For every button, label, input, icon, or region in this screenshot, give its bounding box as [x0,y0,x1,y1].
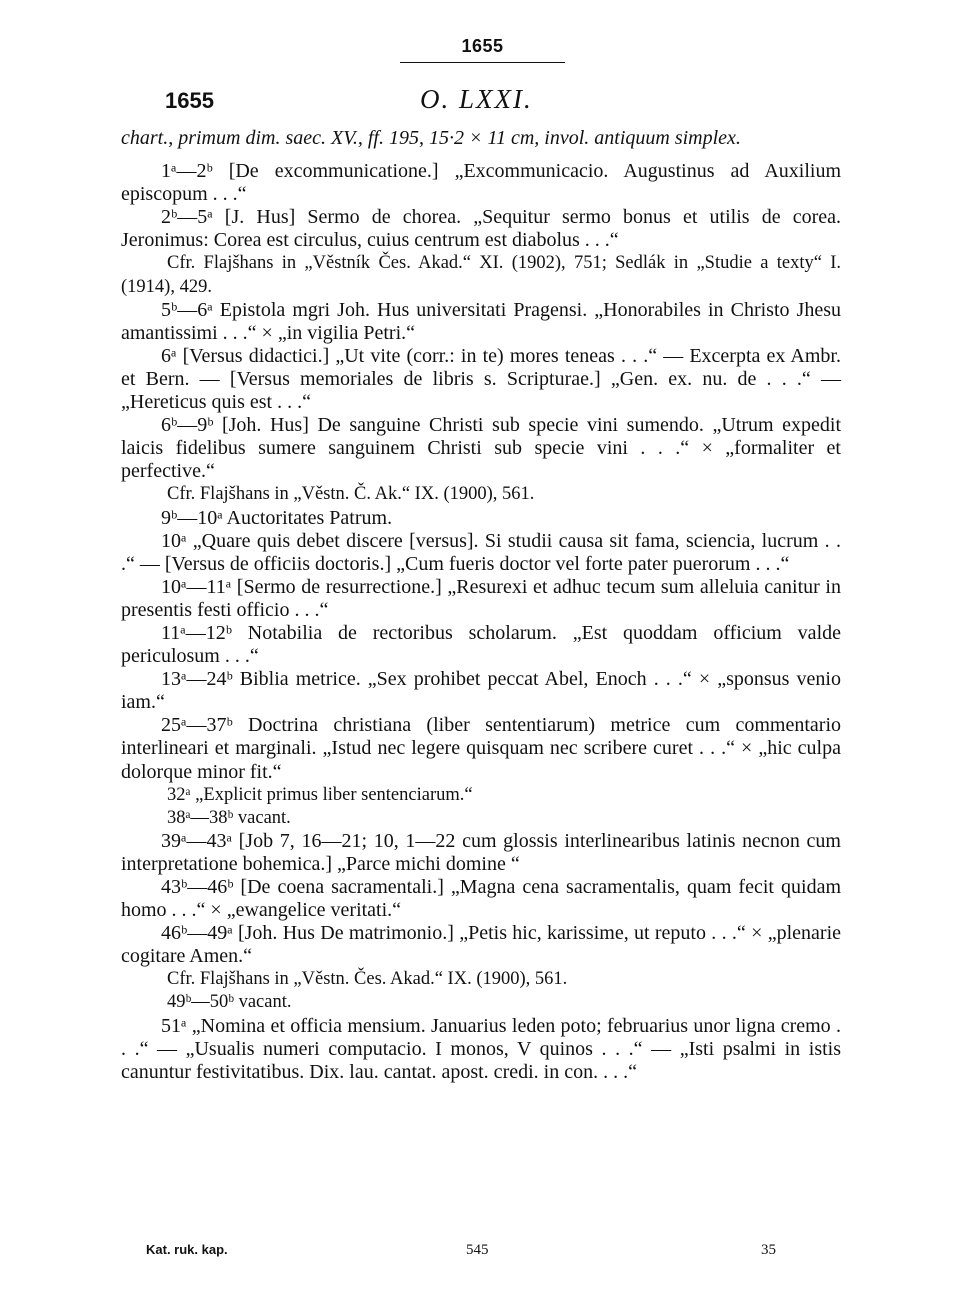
sub-item-paragraph: 38ᵃ—38ᵇ vacant. [167,807,291,828]
footer-page-number: 545 [466,1242,489,1258]
item-paragraph: 9ᵇ—10ᵃ Auctoritates Patrum. [161,506,393,529]
item-paragraph: 6ᵃ [Versus didactici.] „Ut vite (corr.: in te) mores teneas . . .“ — Excerpta ex Ambr. et Bern. — [Versus memoriales de libris s. Scripturae.] „Gen. ex. nu. de . . .“ — „Hereticus quis est . . .“ [121,344,841,414]
reference-paragraph: Cfr. Flajšhans in „Věstn. Č. Ak.“ IX. (1900), 561. [167,484,535,505]
item-paragraph: 10ᵃ—11ᵃ [Sermo de resurrectione.] „Resurexi et adhuc tecum sum alleluia canitur in presentis festi officio . . .“ [121,575,841,621]
sub-item-paragraph: 49ᵇ—50ᵇ vacant. [167,992,292,1013]
intro-description: chart., primum dim. saec. XV., ff. 195, 15·2 × 11 cm, invol. antiquum simplex. [121,127,741,149]
sub-item-paragraph: 32ᵃ „Explicit primus liber sentenciarum.“ [167,784,473,805]
item-paragraph: 6ᵇ—9ᵇ [Joh. Hus] De sanguine Christi sub specie vini sumendo. „Utrum expedit laicis fidelibus sumere sanguinem Christi sub specie vini . . .“ × „formaliter et perfective.“ [121,414,841,483]
catalog-entry-body [121,127,841,1084]
item-paragraph: 25ᵃ—37ᵇ Doctrina christiana (liber sententiarum) metrice cum commentario interlineari et marginali. „Istud nec legere quisquam nec scribere curet . . .“ × „hic culpa dolorque minor fit.“ [121,714,841,783]
item-paragraph: 46ᵇ—49ᵃ [Joh. Hus De matrimonio.] „Petis hic, karissime, ut reputo . . .“ × „plenarie cogitare Amen.“ [121,922,841,968]
item-paragraph: 13ᵃ—24ᵇ Biblia metrice. „Sex prohibet peccat Abel, Enoch . . .“ × „sponsus venio iam.“ [121,668,841,714]
entry-number: 1655 [165,88,214,113]
reference-paragraph: Cfr. Flajšhans in „Věstn. Čes. Akad.“ IX. (1900), 561. [167,969,568,990]
item-paragraph: 2ᵇ—5ᵃ [J. Hus] Sermo de chorea. „Sequitur sermo bonus et utilis de corea. Jeronimus: Corea est circulus, cuius centrum est diabolus . . .“ [121,206,841,252]
item-paragraph: 1ᵃ—2ᵇ [De excommunicatione.] „Excommunicacio. Augustinus ad Auxilium episcopum . . .“ [121,160,841,206]
item-paragraph: 39ᵃ—43ᵃ [Job 7, 16—21; 10, 1—22 cum glossis interlinearibus latinis necnon cum interpretatione bohemica.] „Parce michi domine “ [121,829,841,875]
item-paragraph: 5ᵇ—6ᵃ Epistola mgri Joh. Hus universitati Pragensi. „Honorabiles in Christo Jhesu amantissimi . . .“ × „in vigilia Petri.“ [121,298,841,344]
item-paragraph: 51ᵃ „Nomina et officia mensium. Januarius leden poto; februarius unor ligna cremo . . .“ — „Usualis numeri computacio. I monos, V quinos . . .“ — „Isti psalmi in istis canuntur festivitatibus. Dix. lau. cantat. apost. credi. in con. . . .“ [121,1014,841,1083]
header-rule [400,62,565,63]
item-paragraph: 43ᵇ—46ᵇ [De coena sacramentali.] „Magna cena sacramentalis, quam fecit quidam homo . . .“ × „ewangelice veritati.“ [121,876,841,922]
item-paragraph: 11ᵃ—12ᵇ Notabilia de rectoribus scholarum. „Est quoddam officium valde periculosum . . .“ [121,621,841,668]
reference-paragraph: Cfr. Flajšhans in „Věstník Čes. Akad.“ XI. (1902), 751; Sedlák in „Studie a texty“ I. (1914), 429. [121,253,841,297]
item-paragraph: 10ᵃ „Quare quis debet discere [versus]. Si studii causa sit fama, sciencia, lucrum . . .“ — [Versus de officiis doctoris.] „Cum fueris doctor vel forte pater puerorum . . .“ [121,529,841,575]
footer-catalog-abbrev: Kat. ruk. kap. [146,1242,228,1257]
footer-sheet-number: 35 [761,1242,776,1258]
page-footer [121,1242,841,1266]
page-header-number: 1655 [461,36,504,56]
shelfmark-title: O. LXXI. [420,84,533,114]
